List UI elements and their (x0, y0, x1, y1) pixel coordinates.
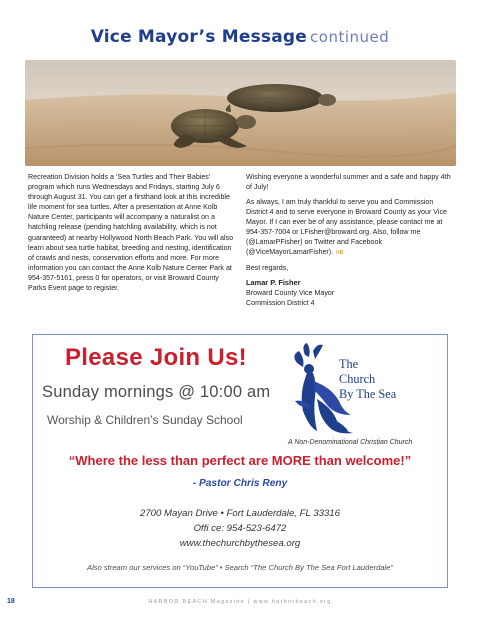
article-right-column (246, 172, 454, 308)
ad-stream-note: Also stream our services on “YouTube” • Search “The Church By The Sea Fort Lauderdale” (87, 563, 393, 572)
ad-service-time: Sunday mornings @ 10:00 am (42, 383, 271, 401)
ad-phone: Offi ce: 954-523-6472 (193, 523, 287, 534)
article-left-column (28, 172, 234, 298)
page-number: 18 (7, 598, 15, 605)
ad-quote: “Where the less than perfect are MORE than welcome!” (68, 453, 412, 468)
page-title-continued: continued (310, 28, 390, 46)
ad-website[interactable]: www.thechurchbythesea.org (179, 538, 301, 549)
church-advertisement (32, 334, 448, 588)
ad-contact-block (33, 506, 447, 551)
signature-name: Lamar P. Fisher (246, 277, 301, 287)
footer-publication: HARBOR BEACH Magazine | www.harborbeach.org (148, 599, 332, 605)
article-paragraph: Wishing everyone a wonderful summer and a safe and happy 4th of July! (246, 173, 451, 192)
signature-title: Broward County Vice Mayor (246, 288, 335, 297)
sea-turtles-photo (25, 60, 456, 166)
signature-district: Commission District 4 (246, 298, 315, 307)
closing-text: Best regards, (246, 263, 289, 272)
hb-end-mark: HB (336, 250, 344, 257)
article-paragraph: As always, I am truly thankful to serve you and Commission District 4 and to serve everyone in Broward County as your Vice Mayor. If I can ever be of any assistance, please contact me at 954-357-7004 or LFisher@broward.org. Also, follow me (@LamarPFisher) on Twitter and Facebook (@ViceMayorLamarFisher). HB (246, 197, 447, 257)
article-paragraph: Recreation Division holds a ‘Sea Turtles and Their Babies’ program which runs Wednesdays and Fridays, starting July 6 through August 31. You can get a firsthand look at this incredible life moment for sea turtles. After a presentation at Anne Kolb Nature Center, participants will accompany a naturalist on a hatchling release (pending hatchling availability, which is not guaranteed) at nearby Hollywood North Beach Park. You will also learn about sea turtle habitat, breeding and nesting, identification of crawls and nests, conservation efforts and more. For more information you can contact the Anne Kolb Nature Center Park at 954-357-5161, press 0 for operators, or visit Broward County Parks Event page to register. (28, 173, 234, 293)
sea-turtles-image (25, 60, 456, 166)
church-name: The Church By The Sea (339, 357, 397, 401)
ad-denomination: A Non-Denominational Christian Church (288, 439, 413, 446)
ad-address: 2700 Mayan Drive • Fort Lauderdale, FL 33316 (140, 508, 340, 519)
ad-worship-line: Worship & Children’s Sunday School (47, 413, 243, 427)
ad-pastor: - Pastor Chris Reny (192, 478, 288, 489)
page-header (0, 27, 480, 47)
page-title: Vice Mayor’s Message (90, 27, 308, 47)
ad-headline: Please Join Us! (65, 344, 247, 371)
